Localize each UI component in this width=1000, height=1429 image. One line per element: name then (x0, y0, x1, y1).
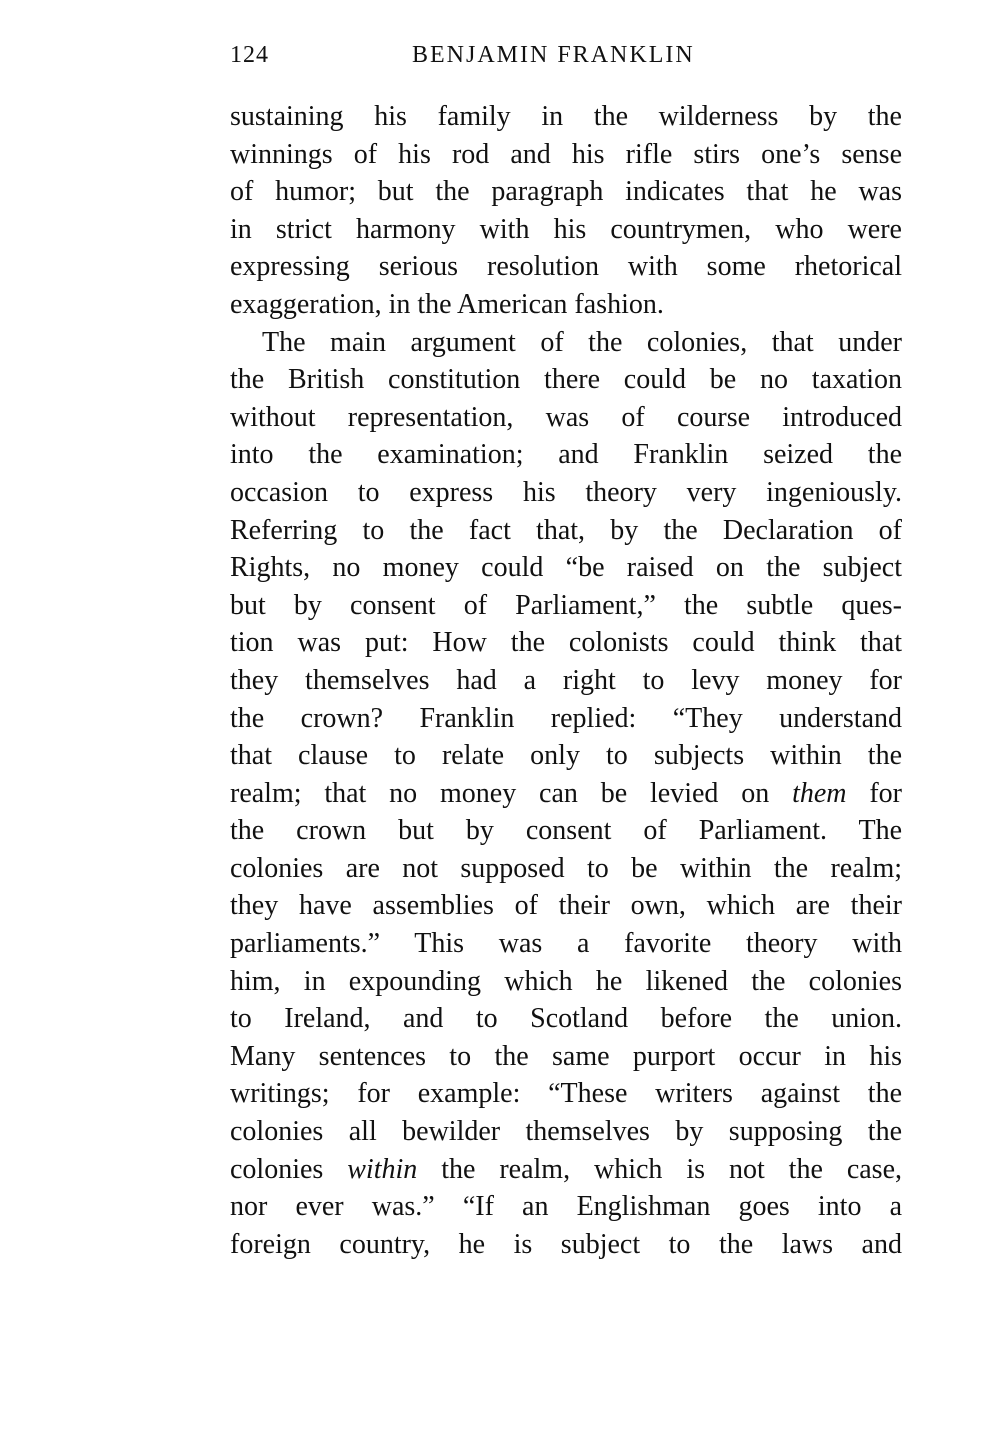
italic-word: within (347, 1153, 418, 1185)
text-line: without representation, was of course introduced (230, 401, 902, 433)
text-line: writings; for example: “These writers against the (230, 1078, 902, 1110)
text-line: expressing serious resolution with some rhetorical (230, 251, 902, 283)
text-line: foreign country, he is subject to the laws and (230, 1228, 902, 1260)
text-line: exaggeration, in the American fashion. (230, 288, 664, 320)
body-text (230, 98, 902, 1263)
text-line: Rights, no money could “be raised on the subject (230, 552, 902, 584)
running-title: BENJAMIN FRANKLIN (412, 42, 695, 68)
text-line: that clause to relate only to subjects within the (230, 740, 902, 772)
text-line: winnings of his rod and his rifle stirs one’s sense (230, 138, 902, 170)
text-segment: the realm, which is not the case, (417, 1153, 902, 1185)
text-line: tion was put: How the colonists could think that (230, 627, 902, 659)
text-line: the British constitution there could be no taxation (230, 364, 902, 396)
text-line: they themselves had a right to levy money for (230, 664, 902, 696)
text-line: into the examination; and Franklin seized the (230, 439, 902, 471)
text-segment: for (846, 777, 902, 809)
text-line: colonies all bewilder themselves by supposing the (230, 1116, 902, 1148)
text-line: Referring to the fact that, by the Declaration of (230, 514, 902, 546)
running-head (230, 42, 902, 78)
text-line: of humor; but the paragraph indicates that he was (230, 176, 902, 208)
text-line: sustaining his family in the wilderness by the (230, 101, 902, 132)
text-line: they have assemblies of their own, which are their (230, 890, 902, 922)
text-line: The main argument of the colonies, that under (262, 326, 902, 358)
text-line: Many sentences to the same purport occur in his (230, 1040, 902, 1072)
text-line (230, 775, 902, 813)
text-line: nor ever was.” “If an Englishman goes into a (230, 1191, 902, 1223)
text-line: the crown? Franklin replied: “They understand (230, 702, 902, 734)
italic-word: them (792, 777, 847, 809)
text-segment: realm; that no money can be levied on (230, 777, 793, 809)
text-line: occasion to express his theory very ingeniously. (230, 476, 902, 508)
text-line (230, 1151, 902, 1189)
text-line: in strict harmony with his countrymen, who were (230, 213, 902, 245)
text-line: to Ireland, and to Scotland before the union. (230, 1003, 902, 1035)
text-line: him, in expounding which he likened the colonies (230, 965, 902, 997)
text-line: parliaments.” This was a favorite theory with (230, 928, 902, 960)
text-line: colonies are not supposed to be within the realm; (230, 852, 902, 884)
text-line: the crown but by consent of Parliament. The (230, 815, 902, 847)
text-line: but by consent of Parliament,” the subtle ques- (230, 589, 902, 621)
page-number: 124 (230, 42, 269, 68)
text-segment: colonies (230, 1153, 348, 1185)
